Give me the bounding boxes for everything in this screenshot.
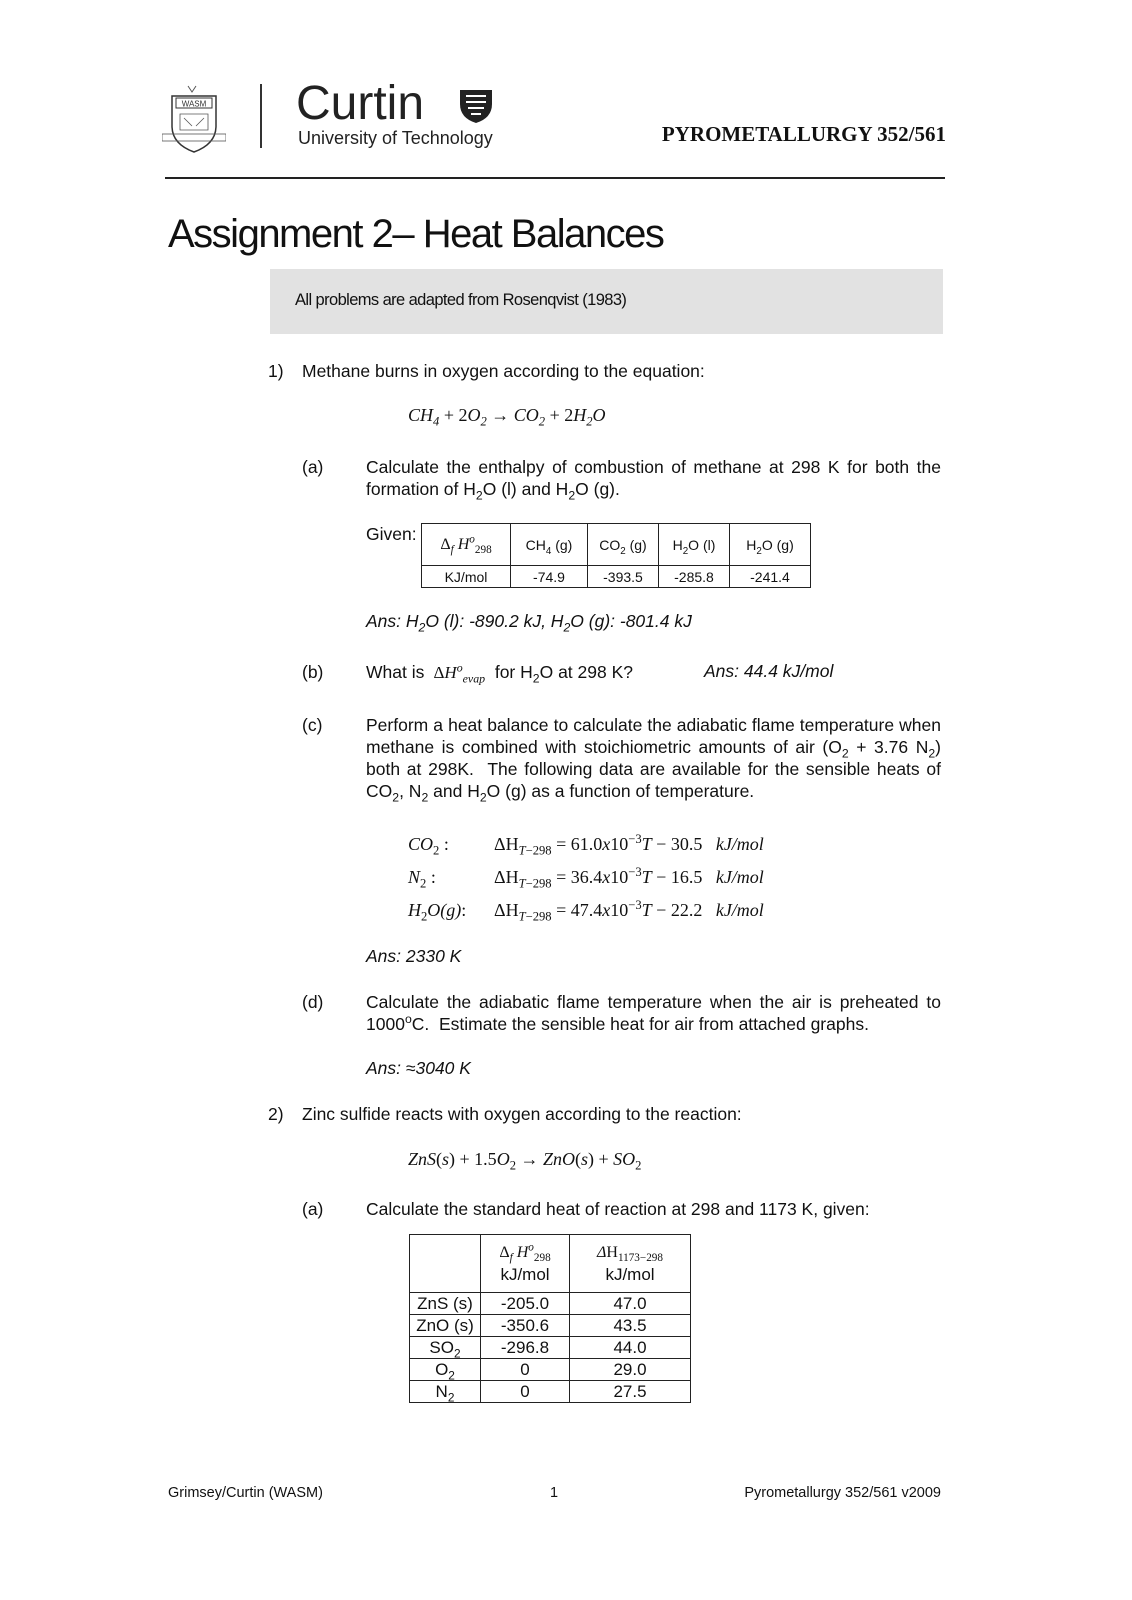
formation-enthalpy-table — [421, 523, 811, 588]
curtin-logo — [296, 76, 506, 154]
species-zns: ZnS (s) — [410, 1293, 481, 1315]
value-h2o-l: -285.8 — [659, 566, 730, 588]
species-zno: ZnO (s) — [410, 1315, 481, 1337]
col-h2o-g: $H_2O$ (g) — [730, 524, 811, 566]
wasm-logo — [162, 82, 226, 154]
header-rule — [165, 177, 945, 179]
col-co2: $CO_2$ (g) — [588, 524, 659, 566]
given-label: Given: — [366, 524, 417, 544]
q1b-label: (b) — [302, 662, 324, 682]
curtin-logo-brand: Curtin — [296, 77, 425, 130]
value-ch4: -74.9 — [511, 566, 588, 588]
footer-right: Pyrometallurgy 352/561 v2009 — [744, 1485, 941, 1501]
species-o2: $O_2$ — [410, 1359, 481, 1381]
svg-text:WASM: WASM — [181, 99, 207, 109]
curtin-logo-subtitle: University of Technology — [298, 128, 493, 148]
dht-n2: 27.5 — [570, 1381, 691, 1403]
dht-zns: 47.0 — [570, 1293, 691, 1315]
dh-zno: -350.6 — [481, 1315, 570, 1337]
dh1173-header: $\Delta H_{1173-298}$ kJ/mol — [570, 1235, 691, 1293]
eq-co2: $CO_2$ : $\Delta H_{T-298} = 61.0x10^{-3}T - 30.5$ kJ/mol — [408, 832, 764, 858]
table-row — [410, 1293, 691, 1315]
dh-so2: -296.8 — [481, 1337, 570, 1359]
equation-zns: $ZnS(s) + 1.5O_2 \to ZnO(s) + SO_2$ — [408, 1149, 642, 1173]
footer-left: Grimsey/Curtin (WASM) — [168, 1485, 323, 1501]
dh298-header: $\Delta_f$ $H^o_{298}$ kJ/mol — [481, 1235, 570, 1293]
species-n2: $N_2$ — [410, 1381, 481, 1403]
table-row — [410, 1359, 691, 1381]
q1b-answer: Ans: 44.4 kJ/mol — [704, 661, 834, 681]
eq-n2: $N_2$ : $\Delta H_{T-298} = 36.4x10^{-3}T - 16.5$ kJ/mol — [408, 865, 764, 891]
q2a-label: (a) — [302, 1199, 324, 1219]
q1c-answer: Ans: 2330 K — [366, 946, 462, 966]
dht-zno: 43.5 — [570, 1315, 691, 1337]
dh-o2: 0 — [481, 1359, 570, 1381]
dht-o2: 29.0 — [570, 1359, 691, 1381]
q1a-text — [366, 456, 941, 503]
row-unit: KJ/mol — [422, 566, 511, 588]
species-so2: $SO_2$ — [410, 1337, 481, 1359]
table-row — [410, 1337, 691, 1359]
dh1173-unit: kJ/mol — [605, 1264, 655, 1284]
q1c-text: Perform a heat balance to calculate the adiabatic flame temperature when methane is combined with stoichiometric amounts of air ($O_2 + 3.76$ $N_2$) both at 298K. The following data are available for the sensible heats of $CO_2$, $N_2$ and $H_2O$ (g) as a function of temperature. — [366, 715, 941, 805]
footer-page-number: 1 — [550, 1485, 559, 1501]
curtin-shield-icon — [458, 86, 494, 124]
col-ch4: $CH_4$ (g) — [511, 524, 588, 566]
dh-zns: -205.0 — [481, 1293, 570, 1315]
q1d-text: Calculate the adiabatic flame temperature when the air is preheated to 1000$^o$C. Estimate the sensible heat for air from attached graphs. — [366, 992, 941, 1034]
note-text: All problems are adapted from Rosenqvist (1983) — [295, 291, 627, 309]
q1a-answer: Ans: $H_2O$ (l): -890.2 kJ, $H_2O$ (g): -801.4 kJ — [366, 611, 692, 635]
table-row — [410, 1315, 691, 1337]
q1a-text-line1: Calculate the enthalpy of combustion of methane at 298 K for both the — [366, 457, 941, 477]
page-title: Assignment 2– Heat Balances — [168, 212, 664, 256]
q2a-text: Calculate the standard heat of reaction at 298 and 1173 K, given: — [366, 1199, 870, 1219]
value-co2: -393.5 — [588, 566, 659, 588]
value-h2o-g: -241.4 — [730, 566, 811, 588]
course-title: PYROMETALLURGY 352/561 — [661, 122, 946, 146]
species-header — [410, 1235, 481, 1293]
q1b-text: What is $\Delta H^o_{evap}$ for $H_2O$ at 298 K? — [366, 660, 633, 686]
equation-methane: $CH_4 + 2O_2 \to CO_2 + 2H_2O$ — [408, 405, 606, 429]
col-h2o-l: $H_2O$ (l) — [659, 524, 730, 566]
dh298-unit: kJ/mol — [500, 1264, 550, 1284]
q1a-text-line2: formation of $H_2O$ (l) and $H_2O$ (g). — [366, 479, 620, 503]
q1d-label: (d) — [302, 992, 324, 1012]
note-box — [270, 269, 943, 334]
q2-number: 2) — [268, 1104, 284, 1124]
header-divider-vertical — [260, 84, 262, 148]
q1d-answer: Ans: ≈3040 K — [366, 1058, 471, 1078]
q1a-label: (a) — [302, 457, 324, 477]
dht-so2: 44.0 — [570, 1337, 691, 1359]
q1-number: 1) — [268, 361, 284, 381]
sensible-heat-equations — [408, 828, 764, 927]
delta-h-header: $\Delta_f$ $H^o_{298}$ — [422, 524, 511, 566]
eq-h2o: $H_2O(g)$: $\Delta H_{T-298} = 47.4x10^{-3}T - 22.2$ kJ/mol — [408, 898, 764, 924]
q1c-label: (c) — [302, 715, 323, 735]
q1-text: Methane burns in oxygen according to the equation: — [302, 361, 705, 381]
q1b-text-start: What is — [366, 662, 425, 682]
dh-n2: 0 — [481, 1381, 570, 1403]
q2-text: Zinc sulfide reacts with oxygen according to the reaction: — [302, 1104, 742, 1124]
table-row — [410, 1381, 691, 1403]
reaction-data-table — [409, 1234, 691, 1403]
